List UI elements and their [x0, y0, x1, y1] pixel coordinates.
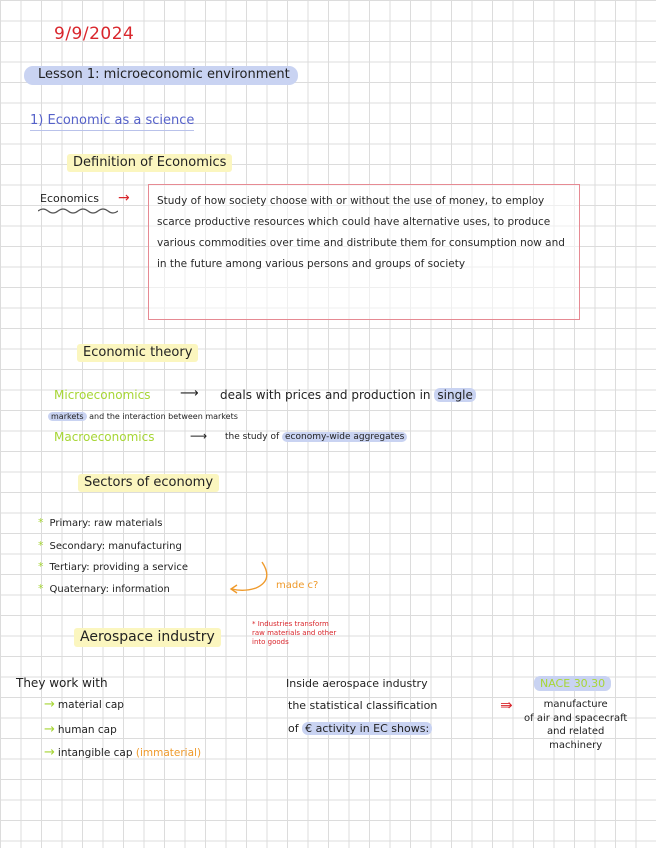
- long-arrow-icon: ⟶: [180, 386, 199, 401]
- list-item: [44, 722, 117, 738]
- micro-term: Microeconomics: [54, 388, 151, 402]
- wavy-underline: [38, 207, 118, 215]
- list-item: [44, 697, 124, 713]
- star-icon: *: [38, 582, 44, 595]
- long-arrow-icon: ⟶: [190, 429, 208, 443]
- inside-line-text: of: [288, 722, 299, 735]
- list-item-label: Tertiary: providing a service: [49, 562, 189, 573]
- macro-description: [225, 432, 407, 443]
- list-item: [44, 745, 201, 761]
- section-heading-text: 1) Economic as a science: [30, 113, 195, 128]
- list-item-label: material cap: [57, 699, 124, 711]
- micro-description-cont: [48, 412, 238, 422]
- aerospace-note: [252, 620, 336, 646]
- immaterial-note: (immaterial): [135, 747, 202, 759]
- manufacture-line: of air and spacecraft: [524, 712, 628, 724]
- list-item-label: Secondary: manufacturing: [49, 541, 182, 552]
- star-icon: *: [38, 560, 44, 573]
- theory-heading: Economic theory: [77, 344, 198, 362]
- list-item-label: intangible cap: [57, 747, 133, 759]
- manufacture-note: [524, 698, 627, 752]
- list-item-label: Quaternary: information: [49, 584, 170, 595]
- arrow-right-icon: →: [44, 697, 55, 712]
- manufacture-line: manufacture: [543, 699, 608, 710]
- double-arrow-icon: ⇛: [500, 696, 513, 714]
- star-icon: *: [38, 516, 44, 529]
- note-line: Industries transform: [257, 620, 329, 628]
- economics-term: Economics: [40, 192, 99, 205]
- list-item-label: human cap: [57, 724, 117, 736]
- definition-box: [148, 184, 580, 320]
- section-underline: [30, 130, 194, 131]
- asterisk-icon: *: [252, 620, 256, 628]
- micro-description: [220, 388, 476, 402]
- inside-line: Inside aerospace industry: [286, 677, 428, 690]
- section-heading: [30, 113, 194, 131]
- definition-heading: Definition of Economics: [67, 154, 232, 172]
- macro-highlight: economy-wide aggregates: [282, 432, 407, 442]
- arrow-right-icon: →: [44, 722, 55, 737]
- work-heading: They work with: [16, 676, 108, 690]
- lesson-title: Lesson 1: microeconomic environment: [24, 66, 298, 85]
- list-item-label: Primary: raw materials: [49, 518, 163, 529]
- aerospace-heading: Aerospace industry: [74, 628, 221, 647]
- arrow-right-icon: →: [44, 745, 55, 760]
- note-line: raw materials and other: [252, 628, 337, 637]
- list-item: [38, 582, 170, 596]
- macro-term: Macroeconomics: [54, 430, 155, 444]
- note-date: 9/9/2024: [54, 24, 135, 44]
- list-item: [38, 560, 188, 574]
- margin-note: made c?: [276, 580, 319, 591]
- micro-desc-text-2: and the interaction between markets: [89, 412, 238, 421]
- inside-line: [288, 722, 432, 735]
- curved-arrow-icon: [224, 558, 274, 598]
- inside-line: the statistical classification: [288, 699, 438, 712]
- macro-desc-text: the study of: [225, 432, 280, 442]
- list-item: [38, 516, 163, 530]
- activity-highlight: € activity in EC shows:: [302, 722, 432, 735]
- manufacture-line: and related: [546, 726, 605, 737]
- note-line: into goods: [252, 637, 289, 646]
- manufacture-line: machinery: [549, 739, 603, 751]
- list-item: [38, 539, 182, 553]
- definition-text: Study of how society choose with or without the use of money, to employ scarce productive resources which could have alternative uses, to produce various commodities over time and distribute them for consumption now and in the future among various persons and groups of society: [157, 195, 565, 270]
- sectors-heading: Sectors of economy: [78, 474, 219, 492]
- nace-code: NACE 30.30: [534, 676, 611, 691]
- star-icon: *: [38, 539, 44, 552]
- micro-desc-text: deals with prices and production in: [220, 388, 431, 402]
- micro-highlight: single: [434, 388, 476, 402]
- arrow-right-icon: →: [118, 190, 130, 206]
- markets-highlight: markets: [48, 412, 87, 421]
